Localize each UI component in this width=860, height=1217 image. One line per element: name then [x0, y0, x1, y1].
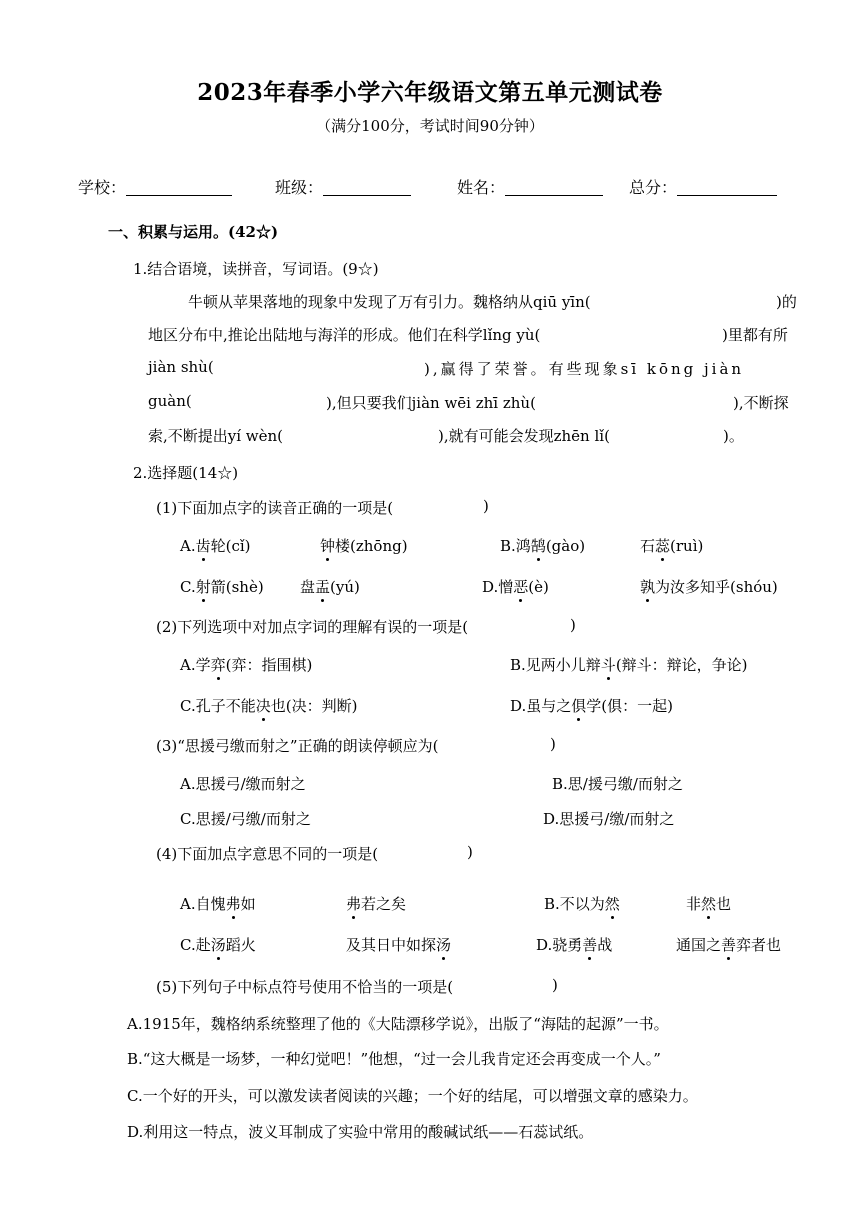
q1-line2: 地区分布中,推论出陆地与海洋的形成。他们在科学lǐng yù( — [148, 326, 541, 344]
school-field — [78, 175, 232, 198]
total-blank[interactable] — [677, 179, 777, 196]
q1-line3-end: ),赢得了荣誉。有些现象sī kōng jiàn — [424, 360, 745, 378]
q1-label: 1.结合语境，读拼音，写词语。(9☆) — [133, 260, 379, 278]
q2-5-option-a[interactable]: A.1915年，魏格纳系统整理了他的《大陆漂移学说》，出版了“海陆的起源”一书。 — [127, 1015, 669, 1033]
page-title: 2023年春季小学六年级语文第五单元测试卷 — [197, 79, 663, 106]
q2-4-option-c[interactable]: C.赴汤蹈火 — [180, 936, 256, 954]
q2-5-stem-end: ) — [552, 976, 558, 994]
q2-3-stem: (3)“思援弓缴而射之”正确的朗读停顿应为( — [156, 737, 439, 755]
q2-1-stem: (1)下面加点字的读音正确的一项是( — [156, 499, 394, 517]
class-field — [275, 175, 411, 198]
q2-1-option-d[interactable]: D.憎恶(è) — [482, 578, 549, 596]
q2-4-stem-end: ) — [467, 843, 473, 861]
q2-label: 2.选择题(14☆) — [133, 464, 239, 482]
q1-line1: 牛顿从苹果落地的现象中发现了万有引力。魏格纳从qiū yīn( — [188, 293, 591, 311]
q2-5-stem: (5)下列句子中标点符号使用不恰当的一项是( — [156, 978, 454, 996]
q1-line4-mid: ),但只要我们jiàn wēi zhī zhù( — [326, 394, 536, 412]
q2-5-option-b[interactable]: B.“这大概是一场梦，一种幻觉吧！”他想，“过一会儿我肯定还会再变成一个人。” — [127, 1050, 661, 1068]
q2-2-option-b[interactable]: B.见两小儿辩斗(辩斗：辩论，争论) — [510, 656, 748, 674]
q2-1-option-a2: 钟楼(zhōng) — [320, 537, 408, 555]
q2-3-stem-end: ) — [550, 735, 556, 753]
total-label: 总分： — [629, 178, 678, 197]
q1-line4: guàn( — [148, 392, 192, 410]
class-label: 班级： — [275, 178, 324, 197]
q1-line5: 索,不断提出yí wèn( — [148, 427, 284, 445]
q2-2-stem-end: ) — [570, 616, 576, 634]
q2-2-option-a[interactable]: A.学弈(弈：指围棋) — [180, 656, 313, 674]
q1-line5-end: )。 — [723, 427, 744, 445]
q2-4-option-a2: 弗若之矣 — [346, 895, 407, 913]
q2-4-option-d[interactable]: D.骁勇善战 — [536, 936, 613, 954]
q2-2-option-d[interactable]: D.虽与之俱学(俱：一起) — [510, 697, 673, 715]
q2-1-option-b[interactable]: B.鸿鹄(gào) — [500, 537, 586, 555]
section1-heading: 一、积累与运用。(42☆) — [108, 223, 279, 241]
page-subtitle: （满分100分，考试时间90分钟） — [316, 117, 544, 135]
q2-2-option-c[interactable]: C.孔子不能决也(决：判断) — [180, 697, 358, 715]
q1-line4-end: ),不断探 — [733, 394, 789, 412]
q2-4-option-d2: 通国之善弈者也 — [676, 936, 782, 954]
q2-4-option-b2: 非然也 — [686, 895, 732, 913]
q1-line1-end: )的 — [776, 293, 797, 311]
q2-3-option-a[interactable]: A.思援弓/缴而射之 — [180, 775, 306, 793]
q2-1-option-d2: 孰为汝多知乎(shóu) — [640, 578, 778, 596]
q2-5-option-c[interactable]: C.一个好的开头，可以激发读者阅读的兴趣；一个好的结尾，可以增强文章的感染力。 — [127, 1087, 698, 1105]
q2-1-stem-end: ) — [483, 497, 489, 515]
name-label: 姓名： — [457, 178, 506, 197]
q2-4-stem: (4)下面加点字意思不同的一项是( — [156, 845, 379, 863]
q2-4-option-b[interactable]: B.不以为然 — [544, 895, 620, 913]
total-field — [629, 175, 777, 198]
q2-5-option-d[interactable]: D.利用这一特点，波义耳制成了实验中常用的酸碱试纸——石蕊试纸。 — [127, 1123, 594, 1141]
q1-line5-mid: ),就有可能会发现zhēn lǐ( — [438, 427, 610, 445]
q2-2-stem: (2)下列选项中对加点字词的理解有误的一项是( — [156, 618, 469, 636]
q2-1-option-a[interactable]: A.齿轮(cǐ) — [180, 537, 251, 555]
name-blank[interactable] — [505, 179, 603, 196]
q2-1-option-c2: 盘盂(yú) — [300, 578, 360, 596]
q2-1-option-c[interactable]: C.射箭(shè) — [180, 578, 264, 596]
q2-3-option-c[interactable]: C.思援/弓缴/而射之 — [180, 810, 311, 828]
name-field — [457, 175, 603, 198]
school-blank[interactable] — [126, 179, 232, 196]
q1-line2-end: )里都有所 — [722, 326, 788, 344]
q1-line3: jiàn shù( — [148, 358, 214, 376]
q2-3-option-b[interactable]: B.思/援弓缴/而射之 — [552, 775, 683, 793]
q2-1-option-b2: 石蕊(ruì) — [640, 537, 704, 555]
school-label: 学校： — [78, 178, 127, 197]
q2-4-option-c2: 及其日中如探汤 — [346, 936, 452, 954]
class-blank[interactable] — [323, 179, 411, 196]
q2-3-option-d[interactable]: D.思援弓/缴/而射之 — [543, 810, 675, 828]
q2-4-option-a[interactable]: A.自愧弗如 — [180, 895, 256, 913]
